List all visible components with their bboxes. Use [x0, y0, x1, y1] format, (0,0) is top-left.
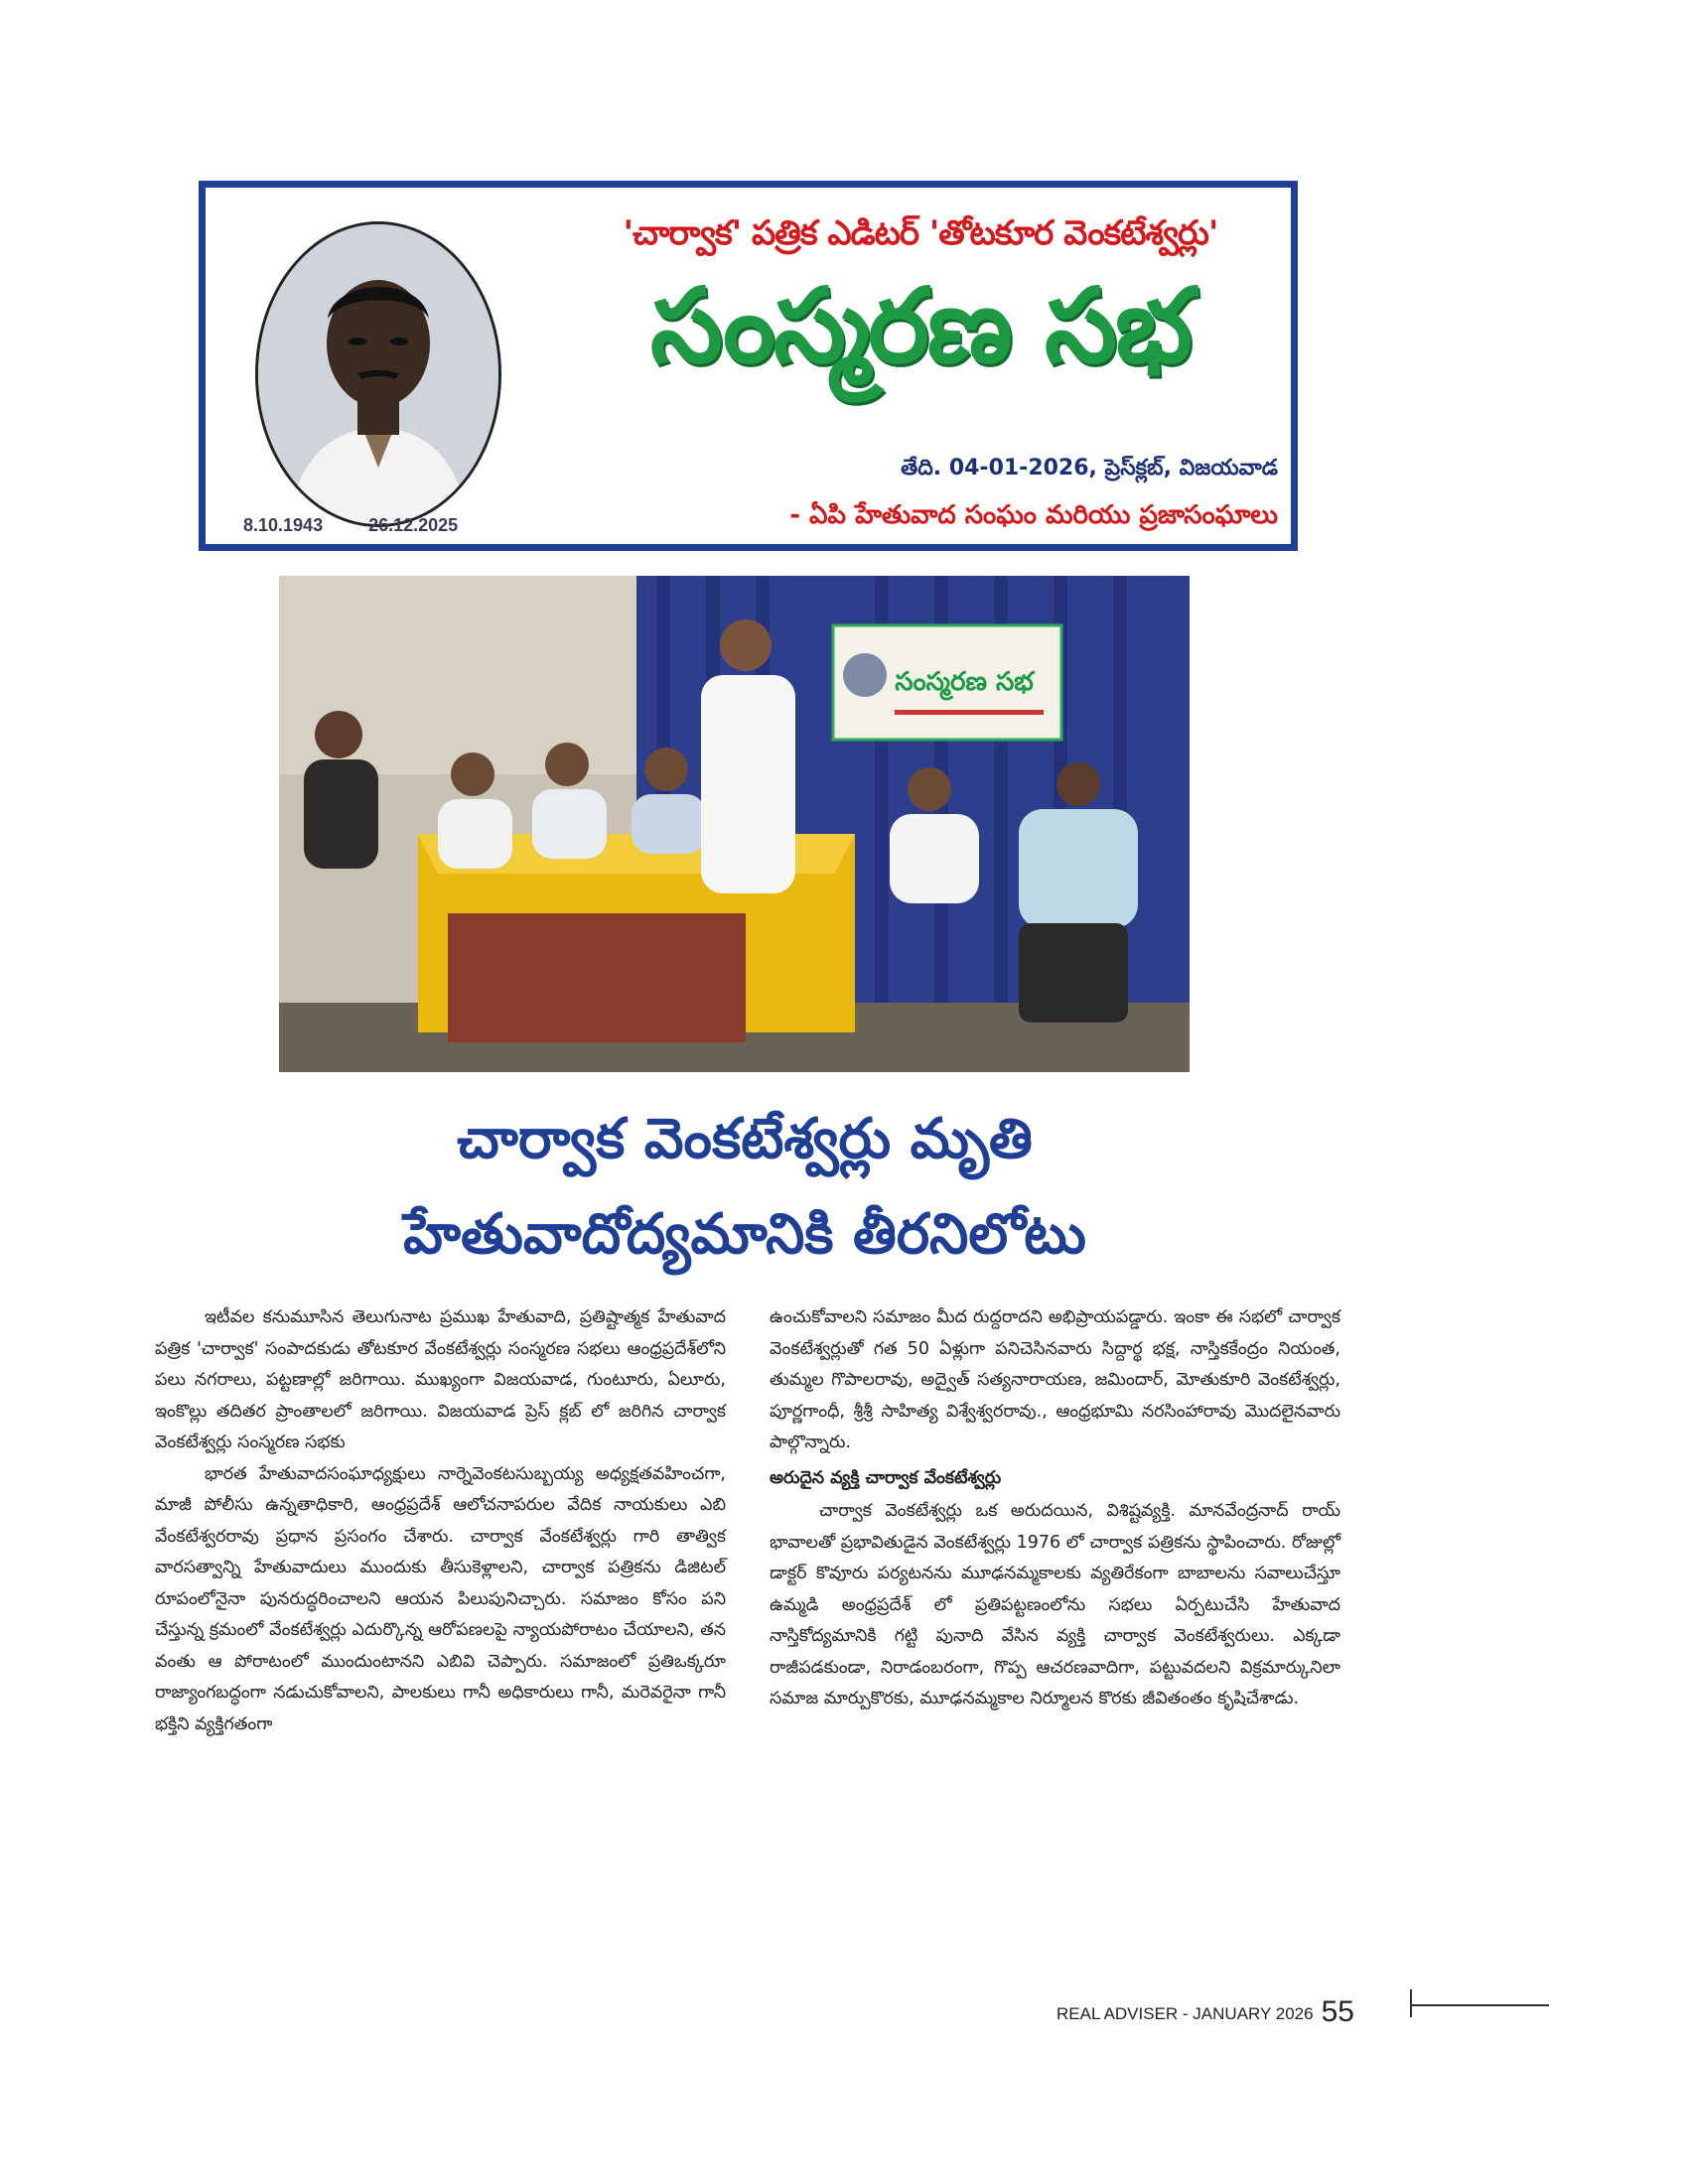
birth-date: 8.10.1943: [243, 515, 324, 535]
article-column-right: [770, 1302, 1340, 1715]
paragraph: భారత హేతువాదసంఘాధ్యక్షులు నార్నెవెంకటసుబ్బయ్య అధ్యక్షతవహించగా, మాజీ పోలీసు ఉన్నతాధికారి, ఆంధ్రప్రదేశ్ ఆలోచనాపరుల వేదిక నాయకులు ఎబి వేంకటేశ్వరరావు ప్రధాన ప్రసంగం చేశారు. చార్వాక వేంకటేశ్వర్లు గారి తాత్విక వారసత్వాన్ని హేతువాదులు ముందుకు తీసుకెళ్లాలని, చార్వాక పత్రికను డిజిటల్ రూపంలోనైనా పునరుద్ధరించాలని ఆయన పిలుపునిచ్చారు. సమాజం కోసం పని చేస్తున్న క్రమంలో వేంకటేశ్వర్లు ఎదుర్కొన్న ఆరోపణలపై న్యాయపోరాటం చేయాలని, తన వంతు ఆ పోరాటంలో ముందుంటానని ఎబివి చెప్పారు. సమాజంలో ప్రతిఒక్కరూ రాజ్యాంగబద్ధంగా నడుచుకోవాలని, పాలకులు గానీ అధికారులు గానీ, మరెవరైనా గానీ భక్తిని వ్యక్తిగతంగా: [155, 1463, 726, 1734]
death-date: 26.12.2025: [368, 515, 459, 535]
mini-banner-title: సంస్మరణ సభ: [895, 667, 1034, 697]
page-footer: [1056, 1987, 1354, 2027]
organizers: - ఏపి హేతువాద సంఘం మరియు ప్రజాసంఘాలు: [789, 500, 1278, 530]
section-subheading: అరుదైన వ్యక్తి చార్వాక వేంకటేశ్వర్లు: [770, 1467, 1002, 1488]
paragraph: ఉంచుకోవాలని సమాజం మీద రుద్దరాదని అభిప్రాయపడ్డారు. ఇంకా ఈ సభలో చార్వాక వెంకటేశ్వర్లుతో గత 50 ఏళ్లుగా పనిచెసినవారు సిద్దార్థ భక్ష, నాస్తికకేంద్రం నియంత, తుమ్మల గొపాలరావు, అద్వైత్ సత్యనారాయణ, జమిందార్, మోతుకూరి వెంకటేశ్వర్లు, పూర్ణగాంధీ, శ్రీశ్రీ సాహిత్య విశ్వేశ్వరరావు., ఆంధ్రభూమి నరసింహారావు మొదలైనవారు పాల్గొన్నారు.: [770, 1307, 1340, 1452]
headline-line-2: హేతువాదోద్యమానికి తీరనిలోటు: [403, 1202, 1086, 1267]
banner-title: సంస్మరణ సభ: [650, 265, 1191, 386]
paragraph: చార్వాక వెంకటేశ్వర్లు ఒక అరుదయిన, విశిష్టవ్యక్తి. మానవేంద్రనాద్ రాయ్ భావాలతో ప్రభావితుడైన వెంకటేశ్వర్లు 1976 లో చార్వాక పత్రికను స్థాపించారు. రోజుల్లో డాక్టర్ కొవూరు పర్యటనను మూఢనమ్మకాలకు వ్యతిరేకంగా బాబాలను సవాలుచేస్తూ ఉమ్మడి అంధ్రప్రదేశ్ లో ప్రతిపట్టణంలోను సభలు ఏర్పటుచేసి హేతువాద నాస్తికోద్యమానికి గట్టి పునాది వేసిన వ్యక్తి చార్వాక వెంకటేశ్వరులు. ఎక్కడా రాజీపడకుండా, నిరాడంబరంగా, గొప్ప ఆచరణవాదిగా, పట్టువదలని విక్రమార్కునిలా సమాజ మార్పుకొరకు, మూఢనమ్మకాల నిర్మూలన కొరకు జీవితంతం కృషిచేశాడు.: [770, 1501, 1340, 1708]
headline-line-1: చార్వాక వెంకటేశ్వర్లు మృతి: [457, 1107, 1033, 1171]
footer-divider: [1410, 1989, 1412, 2017]
memorial-banner: [199, 181, 1298, 551]
event-photo: [279, 576, 1190, 1072]
portrait-photo: [255, 221, 501, 527]
magazine-name: REAL ADVISER - JANUARY 2026: [1056, 2004, 1314, 2023]
footer-rule: [1410, 2004, 1549, 2006]
article-column-left: [155, 1302, 726, 1740]
paragraph: ఇటీవల కనుమూసిన తెలుగునాట ప్రముఖ హేతువాది, ప్రతిష్టాత్మక హేతువాద పత్రిక 'చార్వాక' సంపాదకుడు తోటకూర వేంకటేశ్వర్లు సంస్మరణ సభలు ఆంధ్రప్రదేశ్‌లోని పలు నగరాలు, పట్టణాల్లో జరిగాయి. ముఖ్యంగా విజయవాడ, గుంటూరు, ఏలూరు, ఇంకొల్లు తదితర ప్రాంతాలలో జరిగాయి. విజయవాడ ప్రెస్ క్లబ్ లో జరిగిన చార్వాక వెంకటేశ్వర్లు సంస్మరణ సభకు: [155, 1307, 726, 1452]
banner-content: [206, 188, 1291, 544]
article-headline: [199, 1092, 1291, 1283]
event-details: తేది. 04-01-2026, ప్రెస్‌క్లబ్, విజయవాడ: [901, 456, 1278, 480]
portrait-figure: [258, 224, 498, 524]
banner-headline: 'చార్వాక' పత్రిక ఎడిటర్ 'తోటకూర వెంకటేశ్వర్లు': [623, 213, 1218, 253]
life-dates: [243, 515, 541, 536]
page-number: 55: [1321, 1995, 1354, 2028]
meeting-scene: [279, 576, 1190, 1072]
